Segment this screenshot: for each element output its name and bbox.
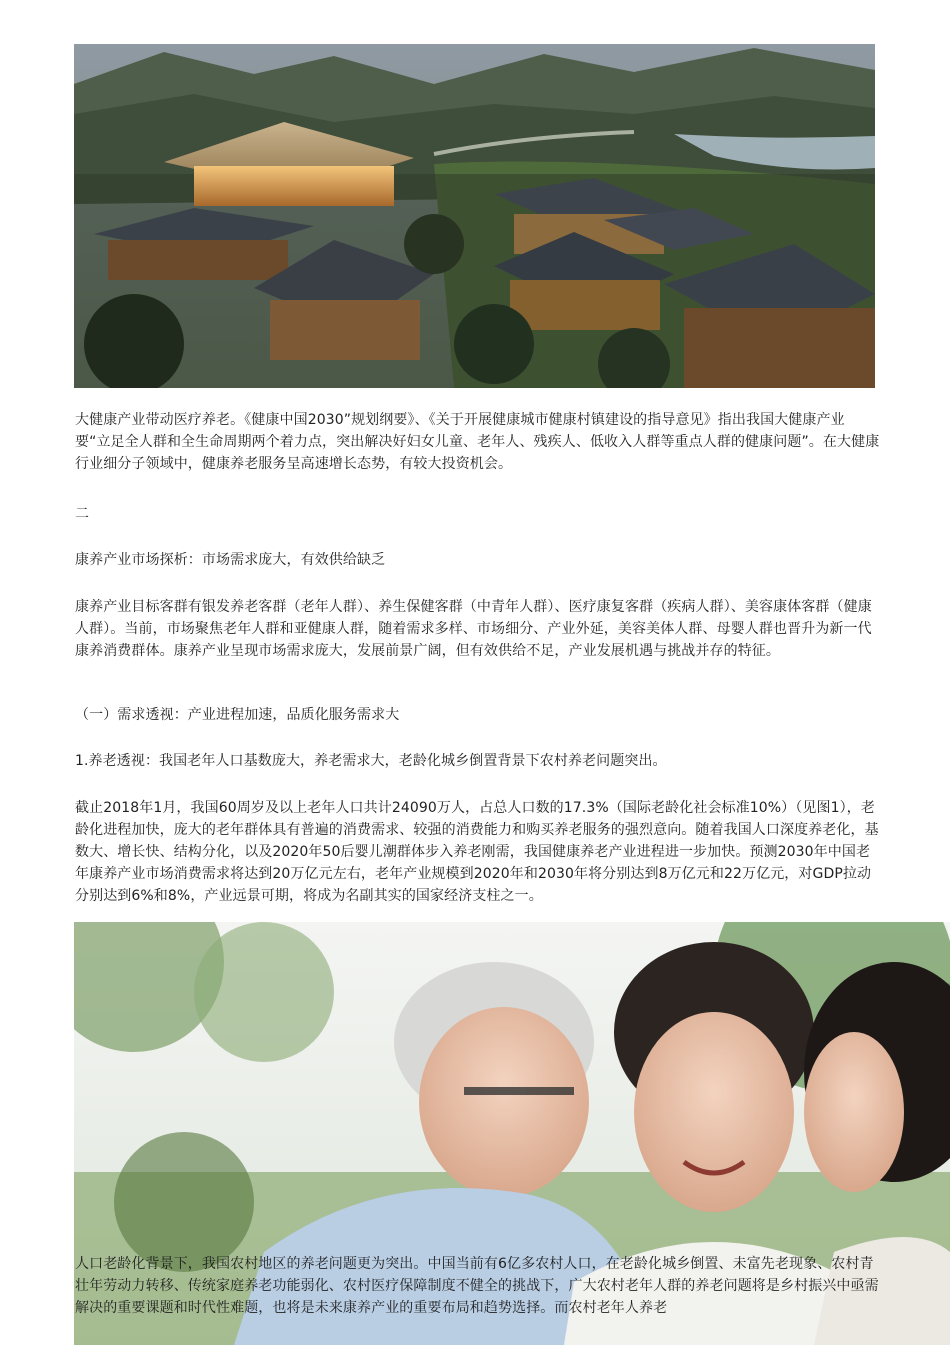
section-title: 康养产业市场探析：市场需求庞大，有效供给缺乏 [75,552,386,568]
section-number: 二 [75,506,90,522]
intro-paragraph: 大健康产业带动医疗养老。《健康中国2030”规划纲要》、《关于开展健康城市健康村镇建设的指导意见》指出我国大健康产业要“立足全人群和全生命周期两个着力点，突出解决好妇女儿童、老年人、残疾人、低收入人群等重点人群的健康问题”。在大健康行业细分子领域中，健康养老服务呈高速增长态势，有较大投资机会。 [75,412,880,472]
resort-aerial-photo [74,44,875,388]
aging-heading: 1.养老透视：我国老年人口基数庞大，养老需求大，老龄化城乡倒置背景下农村养老问题突出。 [75,753,667,769]
resort-illustration [74,44,875,388]
rural-aging-paragraph: 人口老龄化背景下，我国农村地区的养老问题更为突出。中国当前有6亿多农村人口，在老龄化城乡倒置、未富先老现象、农村青壮年劳动力转移、传统家庭养老功能弱化、农村医疗保障制度不健全的挑战下，广大农村老年人群的养老问题将是乡村振兴中亟需解决的重要课题和时代性难题，也将是未来康养产业的重要布局和趋势选择。而农村老年人养老 [75,1256,879,1316]
target-groups-paragraph: 康养产业目标客群有银发养老客群（老年人群）、养生保健客群（中青年人群）、医疗康复客群（疾病人群）、美容康体客群（健康人群）。当前，市场聚焦老年人群和亚健康人群，随着需求多样、市场细分、产业外延，美容美体人群、母婴人群也晋升为新一代康养消费群体。康养产业呈现市场需求庞大，发展前景广阔，但有效供给不足，产业发展机遇与挑战并存的特征。 [75,599,872,659]
aging-statistics-paragraph: 截止2018年1月，我国60周岁及以上老年人口共计24090万人，占总人口数的17.3%（国际老龄化社会标准10%）（见图1），老龄化进程加快，庞大的老年群体具有普遍的消费需求、较强的消费能力和购买养老服务的强烈意向。随着我国人口深度养老化，基数大、增长快、结构分化，以及2020年50后婴儿潮群体步入养老刚需，我国健康养老产业进程进一步加快。预测2030年中国老年康养产业市场消费需求将达到20万亿元左右，老年产业规模到2020年和2030年将分别达到8万亿元和22万亿元，对GDP拉动分别达到6%和8%，产业远景可期，将成为名副其实的国家经济支柱之一。 [75,800,879,904]
demand-heading: （一）需求透视：产业进程加速，品质化服务需求大 [75,707,400,723]
